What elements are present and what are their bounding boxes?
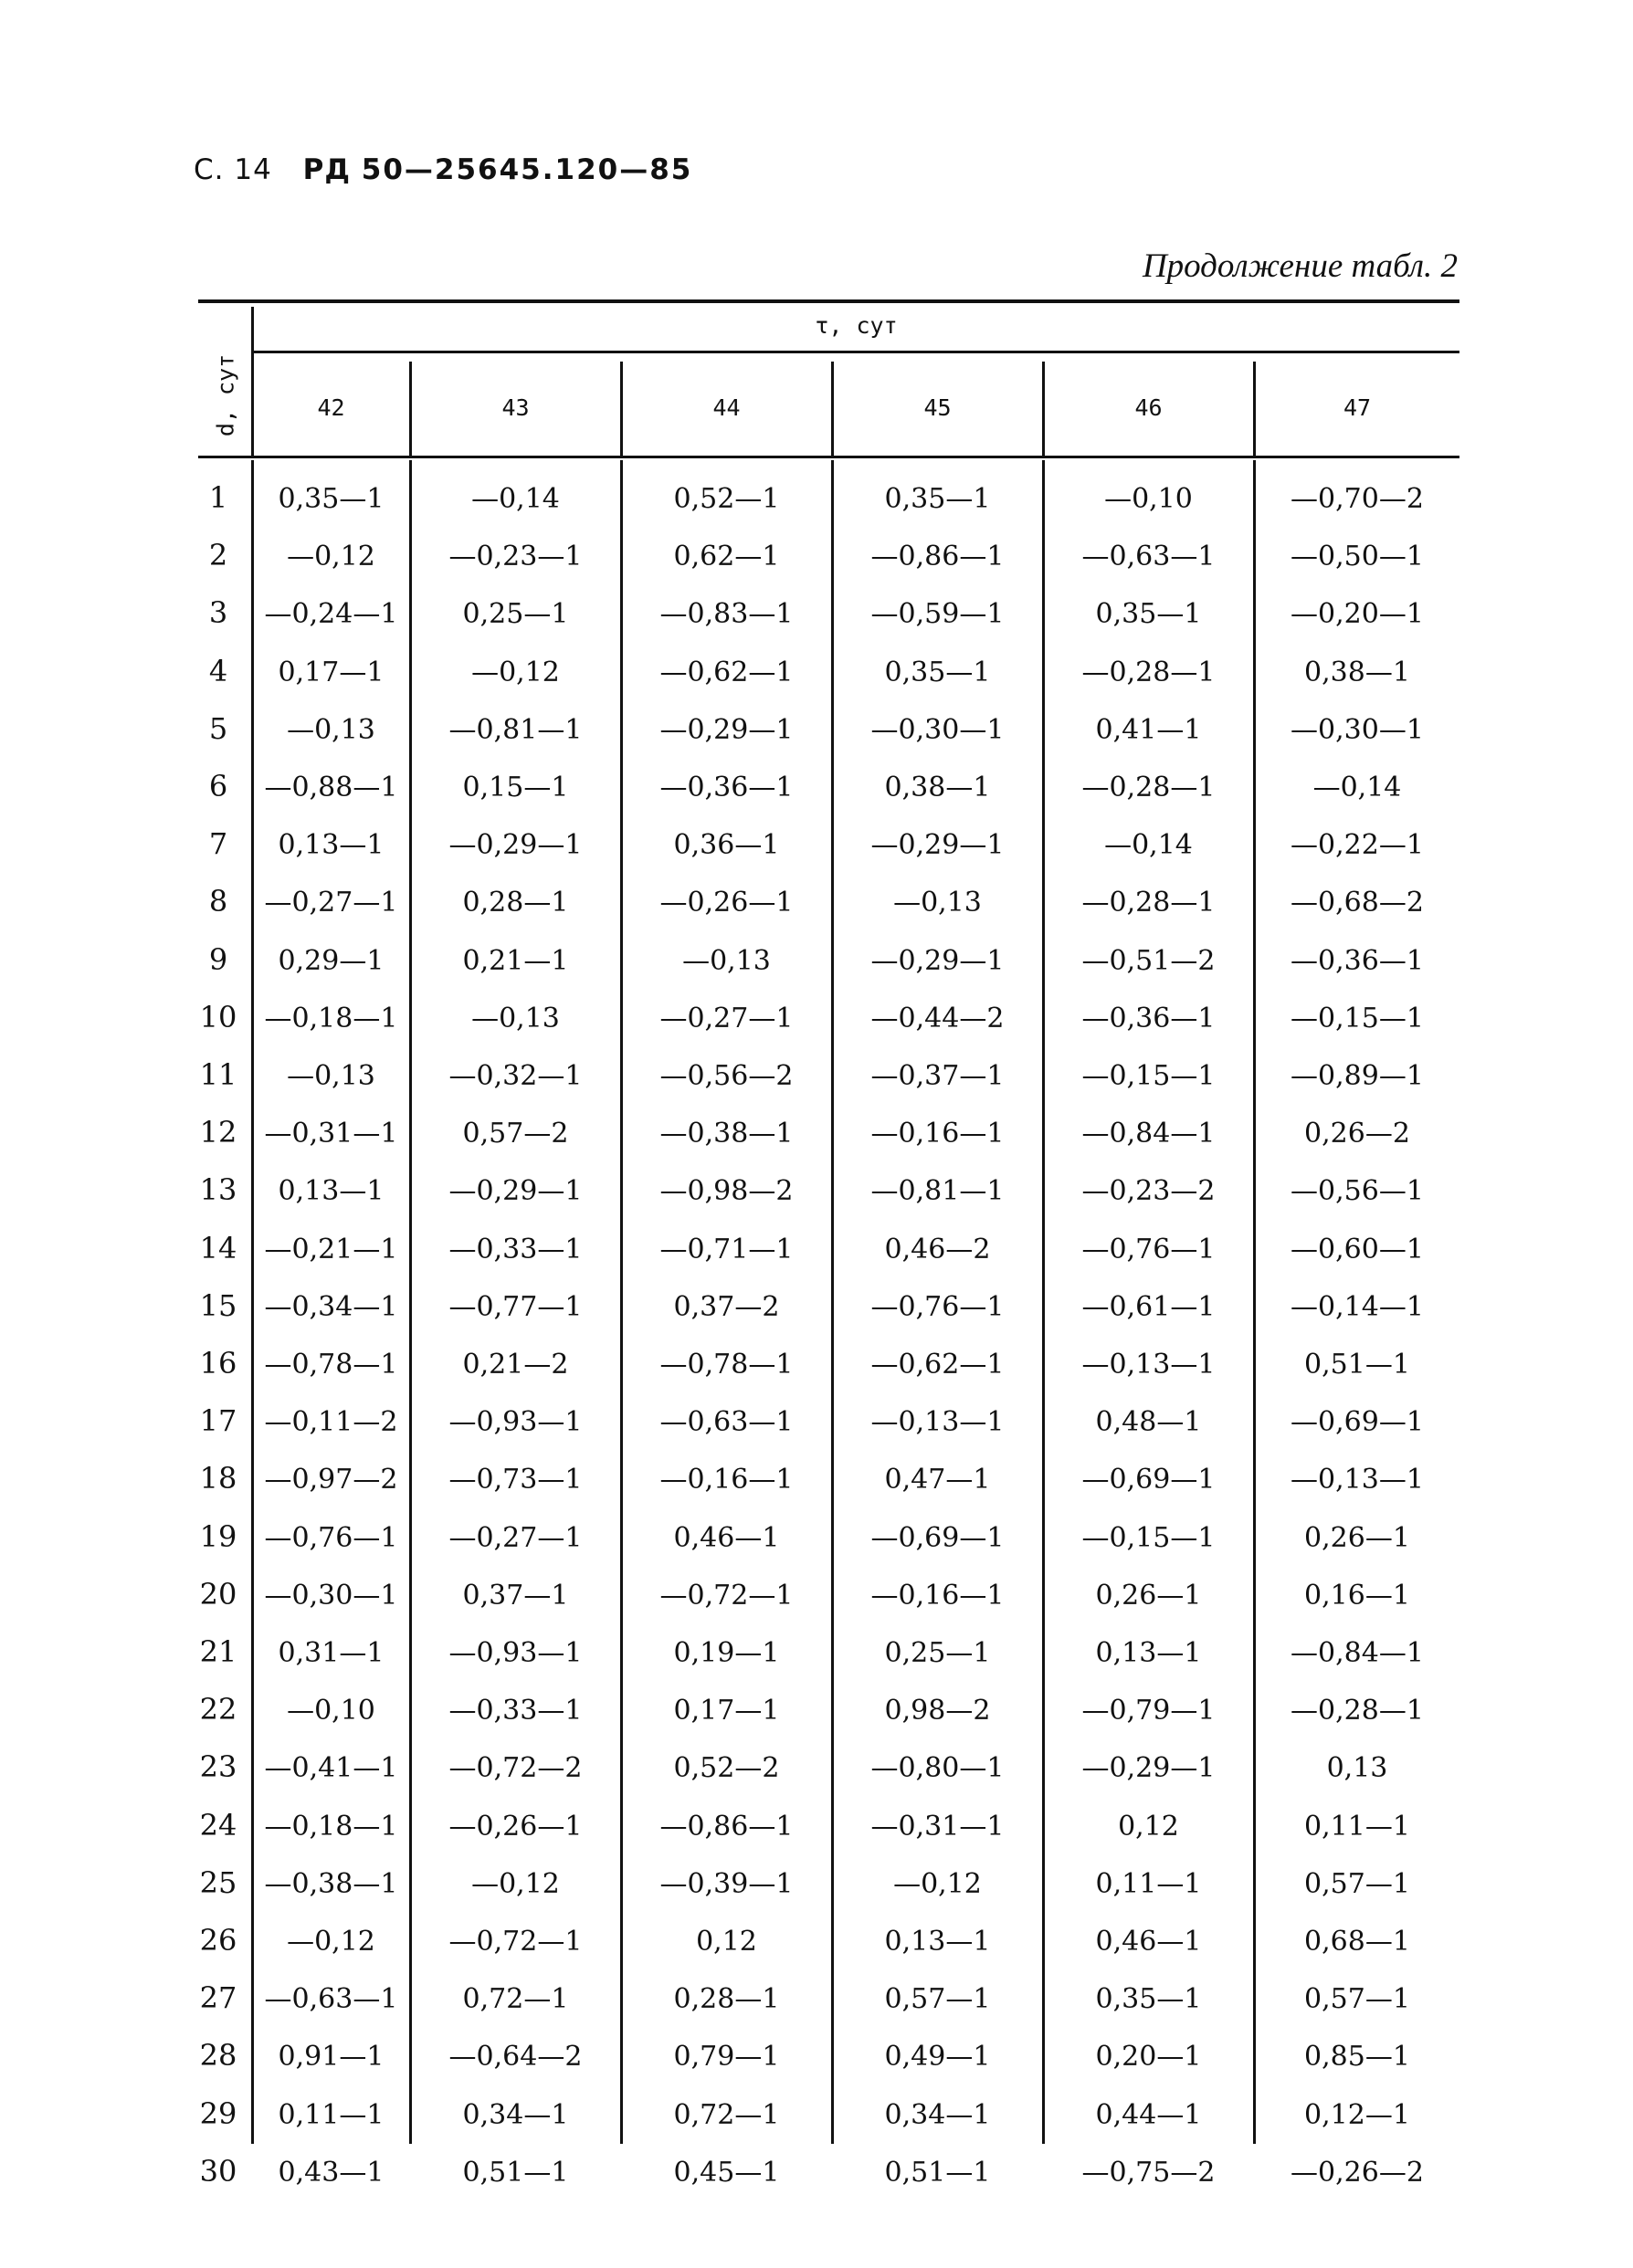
table-cell: 0,79—1 <box>673 2041 780 2074</box>
table-cell: 0,62—1 <box>673 541 780 573</box>
table-cell: —0,93—1 <box>448 1637 583 1669</box>
table-cell: —0,76—1 <box>870 1290 1005 1323</box>
table-cell: 0,35—1 <box>1095 1983 1202 2016</box>
row-label: 15 <box>199 1287 237 1323</box>
table-cell: —0,13 <box>682 944 771 977</box>
table-cell: 0,38—1 <box>1304 656 1410 688</box>
row-label: 5 <box>208 710 228 746</box>
table-cell: —0,62—1 <box>870 1349 1005 1381</box>
table-cell: 0,46—1 <box>673 1521 780 1554</box>
table-cell: —0,86—1 <box>870 541 1005 573</box>
table-cell: —0,69—1 <box>1291 1406 1424 1439</box>
table-cell: 0,35—1 <box>884 656 991 688</box>
doc-prefix: РД <box>302 153 351 186</box>
table-cell: —0,16—1 <box>870 1118 1005 1150</box>
table-cell: 0,35—1 <box>278 483 385 515</box>
table-cell: —0,98—2 <box>659 1175 794 1208</box>
table-cell: —0,50—1 <box>1291 541 1424 573</box>
table-cell: 0,34—1 <box>462 2098 569 2131</box>
table-cell: 0,46—2 <box>884 1233 991 1265</box>
table-cell: 0,21—1 <box>462 944 569 977</box>
table-cell: —0,12 <box>287 1926 375 1958</box>
table-cell: —0,13 <box>287 1060 375 1092</box>
table-cell: —0,69—1 <box>870 1521 1005 1554</box>
header-bottom-rule <box>198 456 1459 458</box>
table-cell: 0,13—1 <box>1095 1637 1202 1669</box>
table-cell: 0,17—1 <box>673 1695 780 1727</box>
table-cell: —0,16—1 <box>659 1464 794 1496</box>
table-cell: —0,26—1 <box>448 1810 583 1843</box>
table-cell: —0,83—1 <box>659 598 794 631</box>
doc-code: 50—25645.120—85 <box>361 153 693 186</box>
table-cell: —0,59—1 <box>870 598 1005 631</box>
table-cell: 0,37—1 <box>462 1579 569 1612</box>
table-cell: 0,21—2 <box>462 1349 569 1381</box>
table-cell: —0,28—1 <box>1081 887 1216 919</box>
table-cell: —0,29—1 <box>870 829 1005 862</box>
row-label: 9 <box>208 941 228 977</box>
table-cell: —0,27—1 <box>659 1002 794 1034</box>
column-header: 44 <box>712 394 741 421</box>
table-cell: —0,14 <box>1312 772 1402 803</box>
table-cell: 0,43—1 <box>278 2156 385 2189</box>
table-cell: —0,56—1 <box>1291 1175 1424 1208</box>
row-label: 10 <box>199 999 237 1034</box>
table-cell: —0,12 <box>471 656 560 688</box>
table-cell: —0,22—1 <box>1291 829 1424 862</box>
table-cell: —0,69—1 <box>1081 1464 1216 1496</box>
table-cell: —0,27—1 <box>264 887 398 919</box>
table-cell: —0,73—1 <box>448 1464 583 1496</box>
table-cell: —0,28—1 <box>1081 772 1216 803</box>
table-cell: —0,26—2 <box>1291 2156 1424 2189</box>
table-cell: —0,68—2 <box>1291 887 1424 919</box>
table-cell: 0,26—2 <box>1304 1118 1410 1150</box>
table-cell: —0,34—1 <box>264 1290 398 1323</box>
table-cell: —0,13 <box>287 713 375 746</box>
row-label: 8 <box>208 884 228 919</box>
table-cell: —0,23—2 <box>1081 1175 1216 1208</box>
table-cell: —0,81—1 <box>870 1175 1005 1208</box>
table-cell: —0,51—2 <box>1081 944 1216 977</box>
table-cell: —0,24—1 <box>264 598 398 631</box>
table-cell: 0,52—1 <box>673 483 780 515</box>
row-label: 14 <box>199 1230 237 1265</box>
row-label: 23 <box>199 1749 237 1785</box>
table-cell: 0,13—1 <box>278 1175 385 1208</box>
row-label: 30 <box>199 2153 237 2189</box>
row-label: 19 <box>199 1518 237 1554</box>
row-label: 29 <box>199 2095 237 2131</box>
table-cell: —0,77—1 <box>448 1290 583 1323</box>
table-cell: 0,47—1 <box>884 1464 991 1496</box>
table-cell: —0,60—1 <box>1291 1233 1424 1265</box>
table-cell: —0,21—1 <box>264 1233 398 1265</box>
table-cell: —0,80—1 <box>870 1752 1005 1785</box>
table-cell: 0,25—1 <box>884 1637 991 1669</box>
table-cell: —0,86—1 <box>659 1810 794 1843</box>
table-cell: —0,29—1 <box>448 829 583 862</box>
col-axis-label: τ, сут <box>815 312 898 339</box>
table-cell: —0,64—2 <box>448 2041 583 2074</box>
table-cell: —0,56—2 <box>659 1060 794 1092</box>
table-cell: —0,29—1 <box>448 1175 583 1208</box>
table-cell: —0,36—1 <box>1291 944 1424 977</box>
column-header: 45 <box>923 394 952 421</box>
table-cell: —0,31—1 <box>870 1810 1005 1843</box>
table-cell: —0,32—1 <box>448 1060 583 1092</box>
table-cell: —0,38—1 <box>659 1118 794 1150</box>
table-cell: 0,19—1 <box>673 1637 780 1669</box>
table-cell: —0,18—1 <box>264 1002 398 1034</box>
table-cell: —0,76—1 <box>1081 1233 1216 1265</box>
table-cell: 0,72—1 <box>462 1983 569 2016</box>
table-cell: 0,12—1 <box>1304 2098 1410 2131</box>
table-cell: —0,36—1 <box>1081 1002 1216 1034</box>
table-cell: —0,97—2 <box>264 1464 398 1496</box>
table-cell: 0,51—1 <box>884 2156 991 2189</box>
table-cell: 0,31—1 <box>278 1637 385 1669</box>
row-axis-label: d, сут <box>212 353 239 437</box>
table-cell: 0,13 <box>1326 1752 1388 1785</box>
table-cell: —0,12 <box>287 541 375 573</box>
table-cell: 0,68—1 <box>1304 1926 1410 1958</box>
table-cell: 0,98—2 <box>884 1695 991 1727</box>
table-cell: 0,51—1 <box>1304 1349 1410 1381</box>
table-cell: —0,39—1 <box>659 1867 794 1900</box>
table-cell: —0,78—1 <box>264 1349 398 1381</box>
table-cell: —0,84—1 <box>1081 1118 1216 1150</box>
table-cell: —0,36—1 <box>659 772 794 803</box>
row-label: 3 <box>208 595 228 631</box>
table-cell: —0,29—1 <box>659 713 794 746</box>
table-cell: —0,72—1 <box>659 1579 794 1612</box>
table-cell: —0,26—1 <box>659 887 794 919</box>
page-header <box>194 153 692 186</box>
table-cell: 0,13—1 <box>884 1926 991 1958</box>
table-cell: —0,41—1 <box>264 1752 398 1785</box>
table-cell: —0,14—1 <box>1291 1290 1424 1323</box>
table-cell: —0,72—1 <box>448 1926 583 1958</box>
column-header: 47 <box>1343 394 1372 421</box>
table-cell: —0,28—1 <box>1081 656 1216 688</box>
table-cell: 0,44—1 <box>1095 2098 1202 2131</box>
table-cell: —0,63—1 <box>264 1983 398 2016</box>
table-cell: —0,15—1 <box>1081 1521 1216 1554</box>
table-cell: 0,15—1 <box>462 772 569 803</box>
table-cell: —0,84—1 <box>1291 1637 1424 1669</box>
table-cell: —0,12 <box>471 1867 560 1900</box>
table-cell: —0,11—2 <box>264 1406 398 1439</box>
row-label: 24 <box>199 1807 237 1843</box>
table-cell: —0,29—1 <box>870 944 1005 977</box>
table-cell: —0,89—1 <box>1291 1060 1424 1092</box>
table-cell: —0,30—1 <box>1291 713 1424 746</box>
table-cell: —0,31—1 <box>264 1118 398 1150</box>
row-label: 11 <box>199 1057 237 1092</box>
table-caption: Продолжение табл. 2 <box>1142 247 1458 285</box>
table-cell: 0,26—1 <box>1304 1521 1410 1554</box>
row-label: 25 <box>199 1864 237 1900</box>
table-cell: 0,57—2 <box>462 1118 569 1150</box>
table-cell: —0,28—1 <box>1291 1695 1424 1727</box>
table-cell: —0,13 <box>893 887 982 919</box>
table-cell: 0,20—1 <box>1095 2041 1202 2074</box>
table-cell: —0,23—1 <box>448 541 583 573</box>
data-table <box>198 299 1459 2189</box>
table-cell: 0,13—1 <box>278 829 385 862</box>
table-cell: 0,35—1 <box>884 483 991 515</box>
table-cell: —0,33—1 <box>448 1695 583 1727</box>
table-cell: 0,12 <box>1118 1810 1179 1843</box>
row-label: 4 <box>208 653 228 688</box>
row-label: 1 <box>208 480 228 515</box>
table-cell: —0,63—1 <box>1081 541 1216 573</box>
table-cell: 0,37—2 <box>673 1290 780 1323</box>
table-cell: 0,28—1 <box>462 887 569 919</box>
table-cell: —0,10 <box>1104 483 1193 515</box>
column-header: 46 <box>1134 394 1163 421</box>
page-number: С. 14 <box>194 153 272 186</box>
table-cell: 0,57—1 <box>1304 1867 1410 1900</box>
table-cell: 0,11—1 <box>1304 1810 1410 1843</box>
row-label: 21 <box>199 1634 237 1669</box>
table-cell: —0,14 <box>1104 829 1193 862</box>
table-cell: —0,18—1 <box>264 1810 398 1843</box>
row-label: 2 <box>208 538 228 573</box>
row-label: 26 <box>199 1923 237 1958</box>
table-cell: —0,20—1 <box>1291 598 1424 631</box>
table-cell: —0,81—1 <box>448 713 583 746</box>
row-label: 12 <box>199 1115 237 1150</box>
table-cell: 0,35—1 <box>1095 598 1202 631</box>
table-cell: 0,85—1 <box>1304 2041 1410 2074</box>
table-cell: —0,27—1 <box>448 1521 583 1554</box>
table-cell: —0,75—2 <box>1081 2156 1216 2189</box>
table-cell: —0,70—2 <box>1291 483 1424 515</box>
table-cell: —0,30—1 <box>870 713 1005 746</box>
table-cell: —0,63—1 <box>659 1406 794 1439</box>
row-label: 13 <box>199 1172 237 1208</box>
table-cell: 0,17—1 <box>278 656 385 688</box>
row-label: 18 <box>199 1461 237 1496</box>
table-cell: 0,52—2 <box>673 1752 780 1785</box>
table-cell: —0,38—1 <box>264 1867 398 1900</box>
table-cell: 0,11—1 <box>1095 1867 1202 1900</box>
table-cell: 0,49—1 <box>884 2041 991 2074</box>
table-cell: —0,78—1 <box>659 1349 794 1381</box>
table-cell: 0,57—1 <box>884 1983 991 2016</box>
header-sub-rule <box>253 351 1459 353</box>
table-cell: 0,41—1 <box>1095 713 1202 746</box>
table-cell: —0,44—2 <box>870 1002 1005 1034</box>
row-label: 16 <box>199 1346 237 1381</box>
table-cell: —0,29—1 <box>1081 1752 1216 1785</box>
table-cell: —0,15—1 <box>1291 1002 1424 1034</box>
table-cell: 0,12 <box>696 1926 757 1958</box>
table-cell: 0,16—1 <box>1304 1579 1410 1612</box>
table-cell: 0,45—1 <box>673 2156 780 2189</box>
table-cell: —0,72—2 <box>448 1752 583 1785</box>
table-cell: —0,93—1 <box>448 1406 583 1439</box>
table-cell: —0,13—1 <box>1081 1349 1216 1381</box>
column-header: 42 <box>317 394 345 421</box>
table-cell: —0,76—1 <box>264 1521 398 1554</box>
table-cell: —0,62—1 <box>659 656 794 688</box>
table-cell: 0,51—1 <box>462 2156 569 2189</box>
table-cell: —0,30—1 <box>264 1579 398 1612</box>
row-label: 20 <box>199 1576 237 1612</box>
table-cell: 0,34—1 <box>884 2098 991 2131</box>
table-cell: —0,14 <box>471 483 560 515</box>
table-cell: —0,37—1 <box>870 1060 1005 1092</box>
table-cell: 0,29—1 <box>278 944 385 977</box>
table-cell: —0,10 <box>287 1695 375 1727</box>
table-cell: 0,38—1 <box>884 772 991 803</box>
table-cell: —0,12 <box>893 1867 982 1900</box>
table-cell: 0,46—1 <box>1095 1926 1202 1958</box>
row-label: 7 <box>208 826 228 862</box>
table-cell: 0,26—1 <box>1095 1579 1202 1612</box>
table-cell: 0,36—1 <box>673 829 780 862</box>
column-header: 43 <box>501 394 530 421</box>
table-cell: 0,28—1 <box>673 1983 780 2016</box>
table-cell: —0,71—1 <box>659 1233 794 1265</box>
row-label: 22 <box>199 1692 237 1727</box>
table-cell: —0,16—1 <box>870 1579 1005 1612</box>
row-label: 28 <box>199 2038 237 2074</box>
table-cell: —0,15—1 <box>1081 1060 1216 1092</box>
table-cell: —0,13 <box>471 1002 560 1034</box>
table-cell: —0,33—1 <box>448 1233 583 1265</box>
row-label: 27 <box>199 1980 237 2016</box>
table-cell: 0,11—1 <box>278 2098 385 2131</box>
table-cell: —0,13—1 <box>1291 1464 1424 1496</box>
table-cell: —0,13—1 <box>870 1406 1005 1439</box>
table-cell: —0,61—1 <box>1081 1290 1216 1323</box>
table-cell: 0,57—1 <box>1304 1983 1410 2016</box>
table-cell: 0,91—1 <box>278 2041 385 2074</box>
row-label: 6 <box>208 769 228 803</box>
table-cell: 0,72—1 <box>673 2098 780 2131</box>
table-cell: 0,48—1 <box>1095 1406 1202 1439</box>
table-top-rule <box>198 299 1459 303</box>
table-cell: 0,25—1 <box>462 598 569 631</box>
table-cell: —0,88—1 <box>264 772 398 803</box>
row-label: 17 <box>199 1403 237 1439</box>
table-cell: —0,79—1 <box>1081 1695 1216 1727</box>
